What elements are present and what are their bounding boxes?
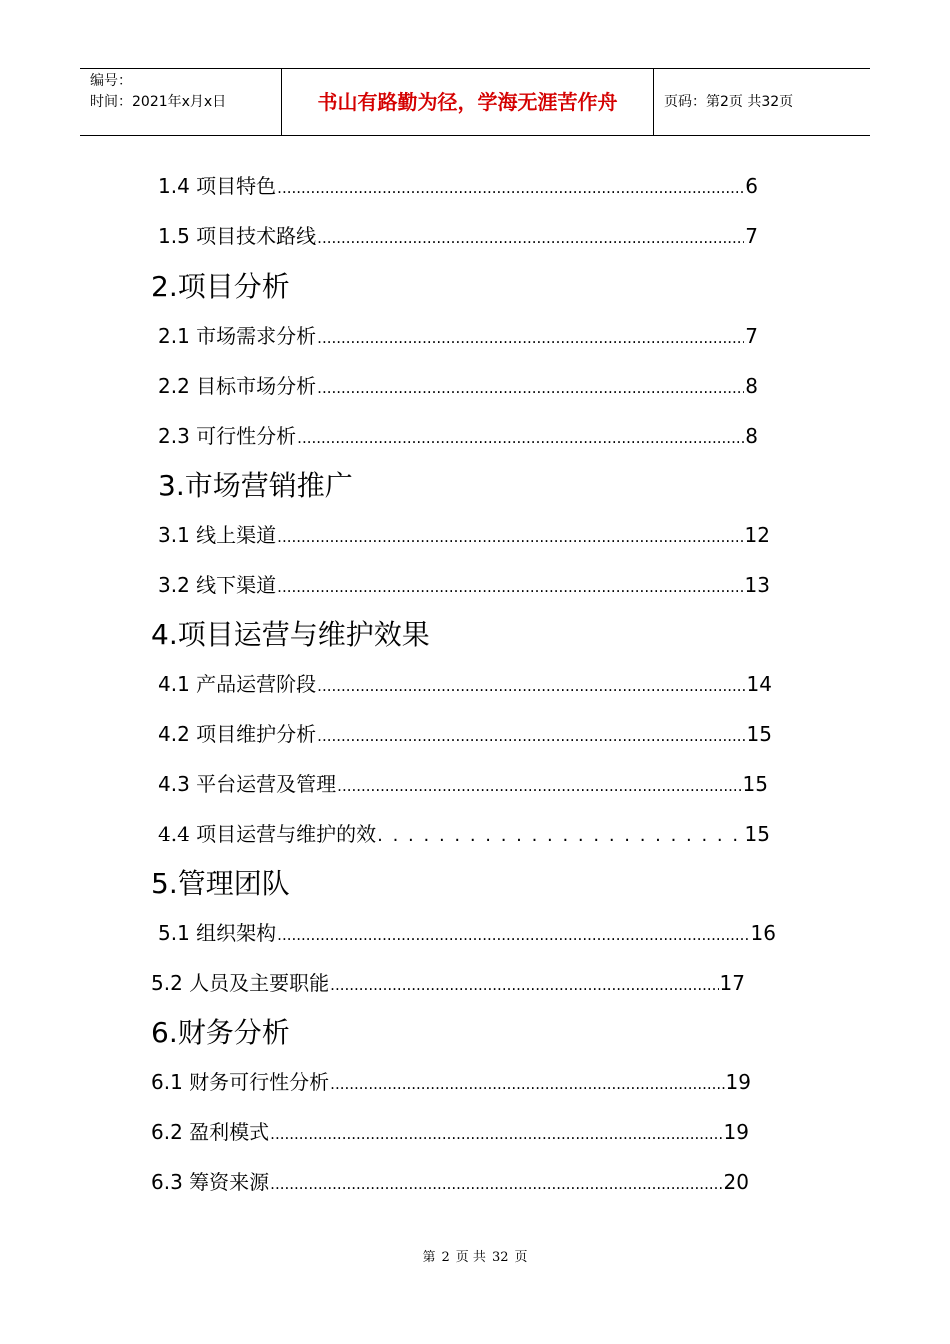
toc-entry-page: 8	[745, 374, 758, 398]
toc-entry-page: 15	[742, 772, 768, 796]
toc-entry[interactable]	[158, 768, 768, 797]
toc-leader-dots	[277, 573, 743, 597]
toc-entry-label: 5.1 组织架构	[158, 921, 277, 945]
toc-entry[interactable]	[158, 320, 758, 349]
toc-leader-dots	[330, 971, 718, 995]
number-label: 编号：	[90, 73, 132, 89]
toc-entry[interactable]	[151, 1066, 751, 1095]
toc-entry[interactable]	[158, 668, 772, 697]
toc-entry-label: 5.2 人员及主要职能	[151, 971, 330, 995]
toc-entry-page: 20	[723, 1170, 749, 1194]
toc-entry-page: 13	[744, 573, 770, 597]
toc-entry-page: 12	[744, 523, 770, 547]
toc-leader-dots	[277, 174, 744, 198]
toc-entry[interactable]	[158, 818, 770, 847]
toc-entry-page: 7	[745, 324, 758, 348]
toc-leader-dots	[317, 722, 745, 746]
toc-section-heading[interactable]: 3.市场营销推广	[158, 469, 353, 502]
toc-entry-page: 6	[745, 174, 758, 198]
toc-entry-label: 6.1 财务可行性分析	[151, 1070, 330, 1094]
toc-entry-label: 6.2 盈利模式	[151, 1120, 270, 1144]
toc-entry-page: 15	[744, 822, 770, 846]
toc-section-heading[interactable]: 6.财务分析	[151, 1016, 290, 1049]
toc-leader-dots	[277, 523, 743, 547]
toc-entry[interactable]	[158, 569, 770, 598]
toc-entry-label: 4.4 项目运营与维护的效	[158, 822, 377, 846]
toc-entry[interactable]	[151, 1116, 749, 1145]
toc-entry-page: 15	[746, 722, 772, 746]
toc-entry-label: 2.1 市场需求分析	[158, 324, 317, 348]
toc-entry-page: 8	[745, 424, 758, 448]
toc-leader-dots	[317, 324, 744, 348]
footer-total-pages: 32	[491, 1250, 509, 1265]
toc-entry[interactable]	[158, 220, 758, 249]
toc-entry[interactable]	[158, 917, 776, 946]
toc-section-heading[interactable]: 5.管理团队	[151, 867, 290, 900]
footer-suffix: 页	[514, 1250, 528, 1265]
toc-entry-label: 2.2 目标市场分析	[158, 374, 317, 398]
toc-entry-label: 4.2 项目维护分析	[158, 722, 317, 746]
toc-entry-label: 1.4 项目特色	[158, 174, 277, 198]
toc-leader-dots	[317, 672, 745, 696]
toc-entry[interactable]	[158, 170, 758, 199]
toc-entry-page: 19	[723, 1120, 749, 1144]
toc-entry[interactable]	[158, 370, 758, 399]
toc-entry[interactable]	[158, 718, 772, 747]
toc-entry-page: 17	[719, 971, 745, 995]
toc-entry[interactable]	[151, 967, 745, 996]
toc-entry[interactable]	[158, 519, 770, 548]
toc-leader-dots	[377, 822, 743, 846]
page-footer	[0, 1246, 950, 1265]
toc-leader-dots	[270, 1170, 722, 1194]
header-motto: 书山有路勤为径，学海无涯苦作舟	[282, 69, 654, 135]
toc-entry-page: 16	[750, 921, 776, 945]
footer-prefix: 第	[422, 1250, 436, 1265]
footer-current-page: 2	[441, 1250, 450, 1265]
toc-entry-label: 4.1 产品运营阶段	[158, 672, 317, 696]
toc-leader-dots	[270, 1120, 722, 1144]
toc-leader-dots	[317, 374, 744, 398]
toc-entry-label: 3.2 线下渠道	[158, 573, 277, 597]
toc-leader-dots	[297, 424, 744, 448]
toc-entry[interactable]	[151, 1166, 749, 1195]
toc-leader-dots	[277, 921, 749, 945]
toc-entry-page: 14	[746, 672, 772, 696]
page-header	[80, 68, 870, 136]
date-label: 时间：2021年x月x日	[90, 94, 227, 110]
toc-entry-page: 7	[745, 224, 758, 248]
toc-entry-page: 19	[725, 1070, 751, 1094]
header-meta	[80, 69, 282, 135]
toc-entry-label: 4.3 平台运营及管理	[158, 772, 337, 796]
toc-section-heading[interactable]: 2.项目分析	[151, 270, 290, 303]
toc-leader-dots	[317, 224, 744, 248]
toc-leader-dots	[337, 772, 741, 796]
toc-entry-label: 1.5 项目技术路线	[158, 224, 317, 248]
toc-entry-label: 3.1 线上渠道	[158, 523, 277, 547]
toc-leader-dots	[330, 1070, 724, 1094]
toc-entry-label: 6.3 筹资来源	[151, 1170, 270, 1194]
footer-middle: 页 共	[455, 1250, 486, 1265]
toc-entry[interactable]	[158, 420, 758, 449]
toc-entry-label: 2.3 可行性分析	[158, 424, 297, 448]
header-page-info: 页码：第2页 共32页	[664, 94, 794, 110]
toc-section-heading[interactable]: 4.项目运营与维护效果	[151, 618, 430, 651]
